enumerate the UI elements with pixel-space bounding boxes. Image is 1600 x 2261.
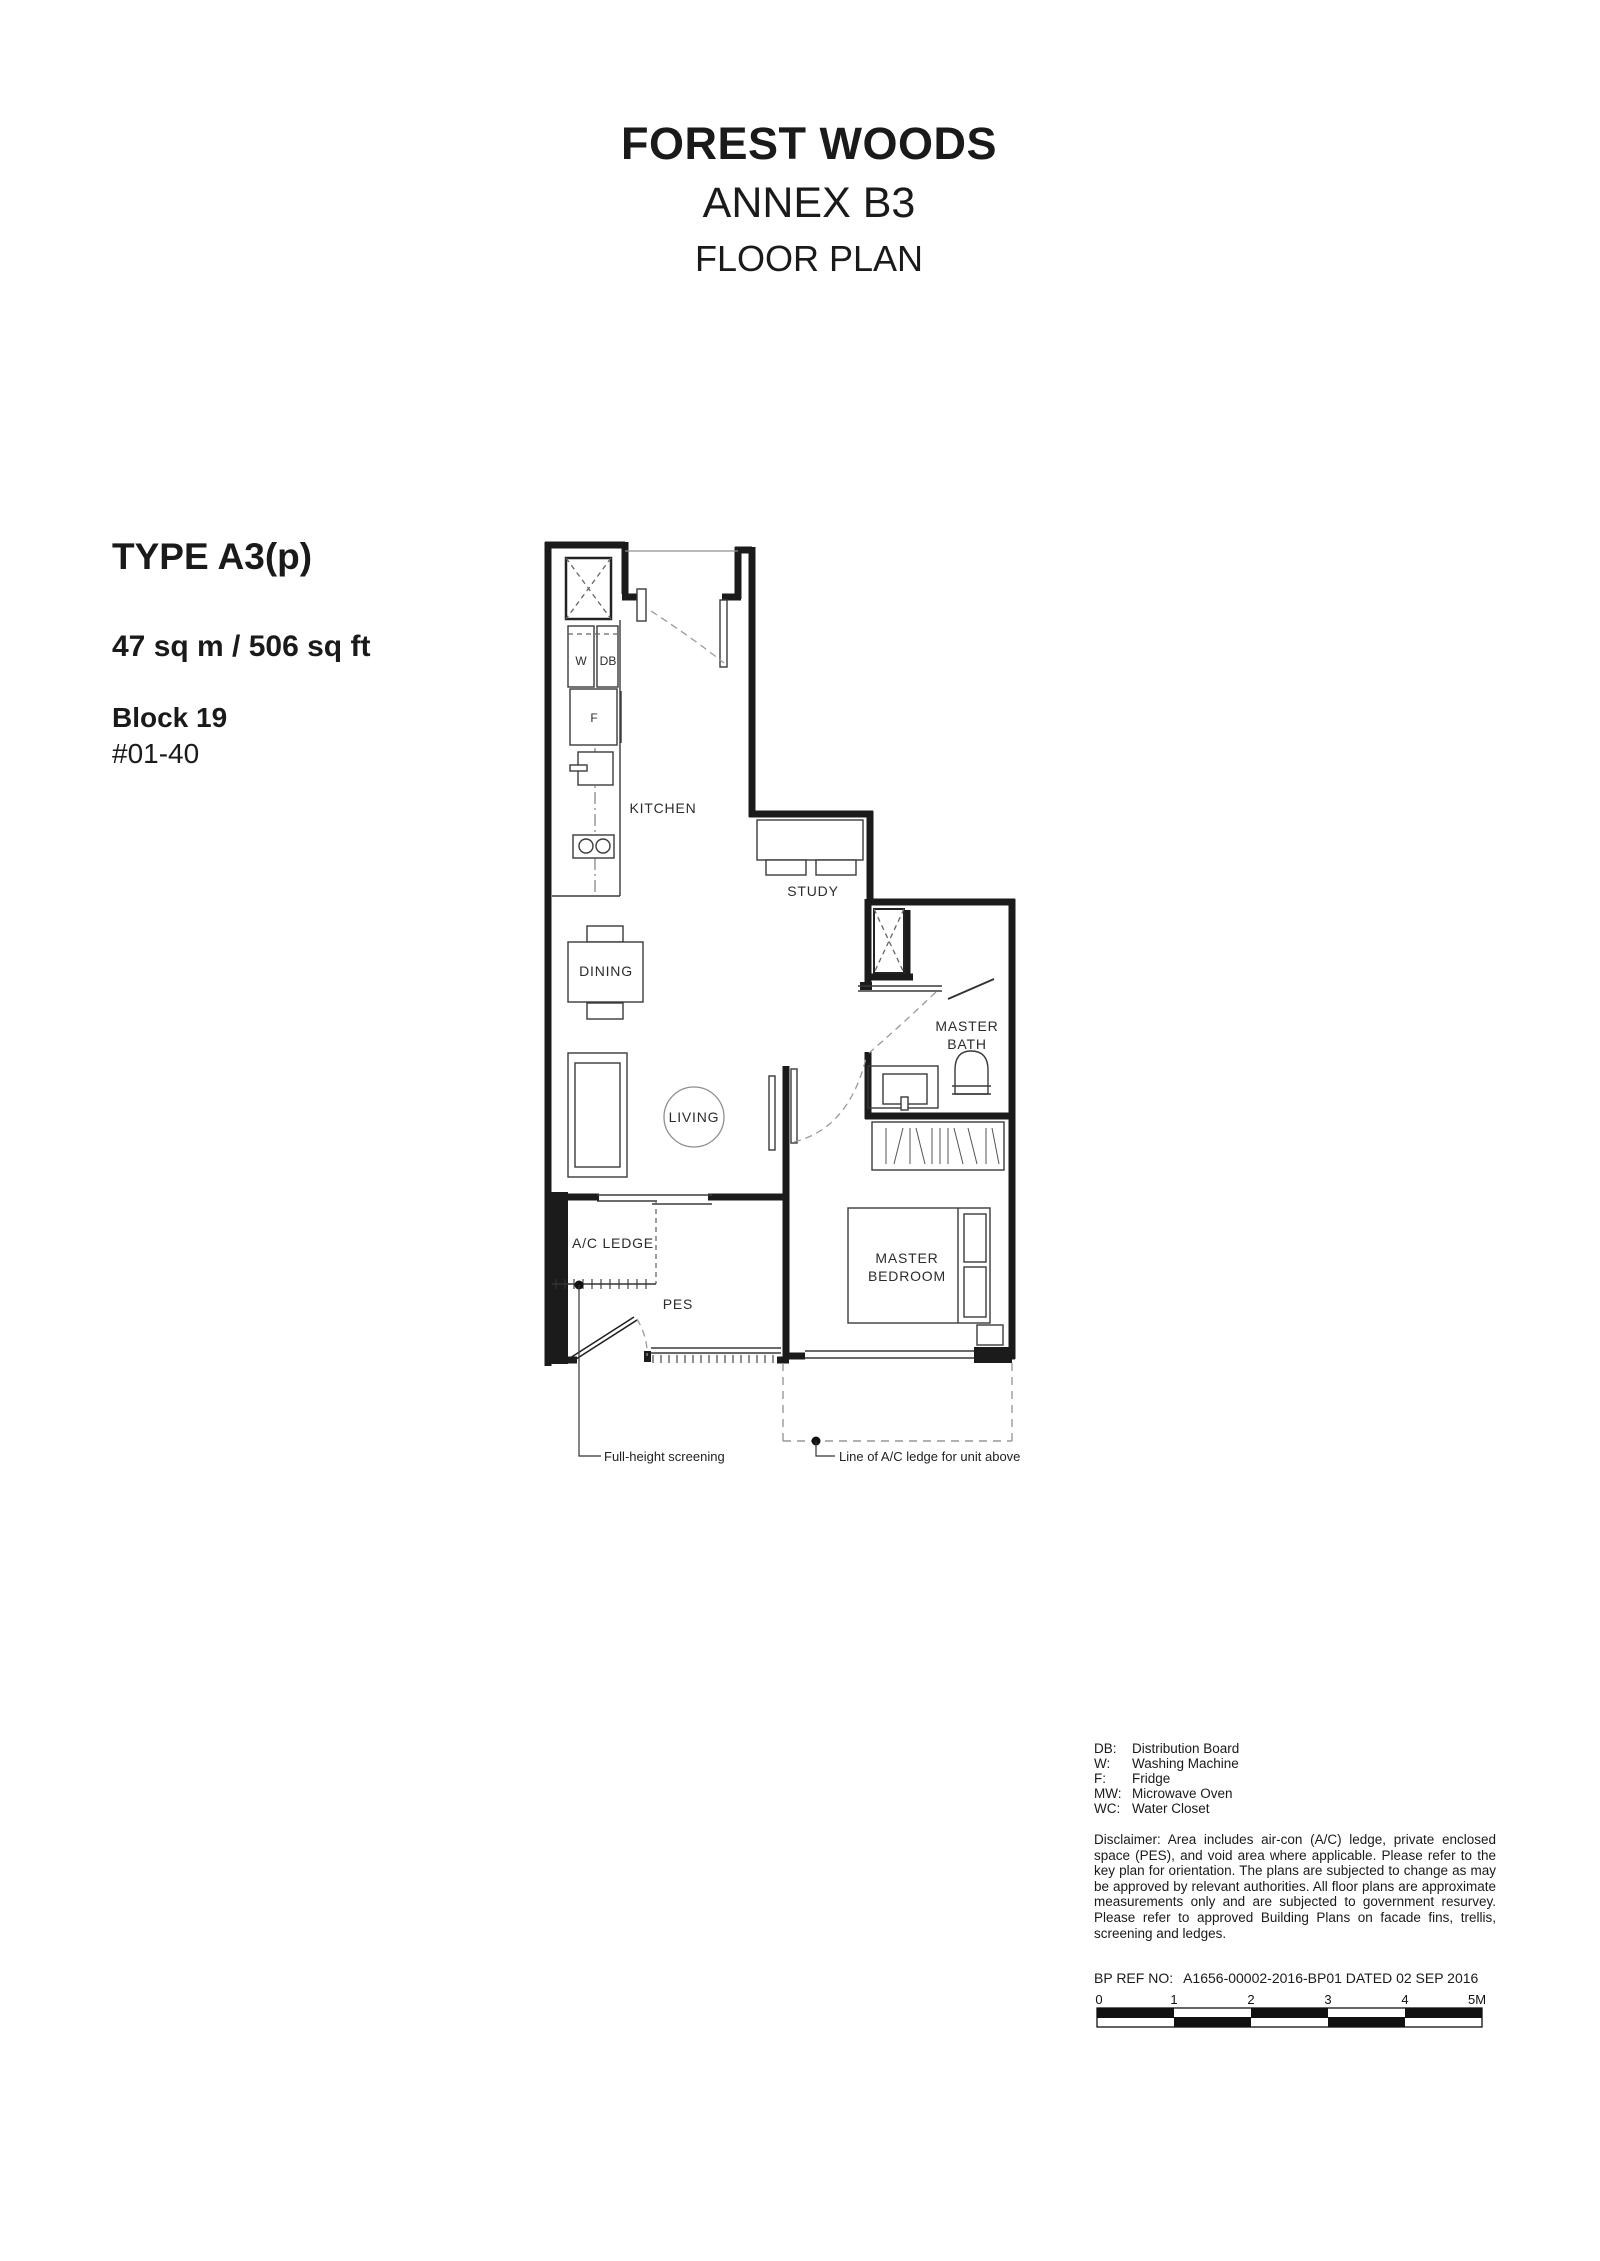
unit-area: 47 sq m / 506 sq ft: [112, 630, 371, 663]
legend-abbr: W:: [1094, 1756, 1111, 1771]
shaft-box-entry: [566, 558, 611, 619]
room-label-master-bath-2: BATH: [947, 1036, 987, 1052]
scale-tick: 5M: [1467, 1992, 1487, 2007]
pillow: [964, 1267, 986, 1317]
pillow: [964, 1214, 986, 1262]
legend-label: Washing Machine: [1132, 1756, 1239, 1771]
bath-door-arc: [869, 992, 936, 1053]
legend-abbr: MW:: [1094, 1786, 1122, 1801]
plan-title: FLOOR PLAN: [694, 238, 924, 279]
fixture-label-fridge: F: [590, 711, 598, 725]
unit-type-label: TYPE A3(p): [112, 536, 313, 577]
ac-ledge-above-outline: [783, 1363, 1012, 1441]
bp-ref: [1094, 1970, 1478, 1986]
scale-tick: 1: [1170, 1992, 1178, 2007]
scale-bar: [1095, 1992, 1486, 2027]
scale-tick: 4: [1401, 1992, 1409, 2007]
room-label-ac-ledge: A/C LEDGE: [572, 1235, 654, 1251]
room-label-master-bedroom-2: BEDROOM: [868, 1268, 946, 1284]
sink: [570, 752, 613, 785]
bedside-table: [977, 1325, 1003, 1345]
bp-ref-value: A1656-00002-2016-BP01 DATED 02 SEP 2016: [1183, 1970, 1479, 1986]
scale-tick: 2: [1247, 1992, 1255, 2007]
pes-threshold: [644, 1351, 651, 1362]
door-swing-arc: [651, 611, 724, 663]
annotation-full-height-screening: [575, 1281, 725, 1465]
bp-ref-label: BP REF NO:: [1094, 1970, 1174, 1986]
study-chair: [766, 860, 806, 875]
room-label-pes: PES: [662, 1296, 694, 1312]
wall-lower-left: [548, 1192, 568, 1364]
wardrobe: [872, 1122, 1004, 1170]
wall-corner-block: [974, 1347, 1012, 1363]
legend-item: [1094, 1741, 1239, 1756]
legend-label: Water Closet: [1132, 1801, 1210, 1816]
legend-abbr: DB:: [1094, 1741, 1117, 1756]
door-leaf: [720, 600, 727, 667]
pes-gate: [570, 1317, 647, 1361]
legend-item: [1094, 1801, 1239, 1816]
scale-tick: 0: [1095, 1992, 1103, 2007]
bedroom-window: [805, 1351, 974, 1358]
pes-screening: [651, 1348, 781, 1363]
toilet: [952, 1051, 991, 1094]
legend-abbr: WC:: [1094, 1801, 1121, 1816]
unit-number: #01-40: [112, 738, 200, 769]
annotation-label: Line of A/C ledge for unit above: [839, 1449, 1021, 1464]
hob: [573, 835, 614, 858]
legend-item: [1094, 1786, 1239, 1801]
legend-item: [1094, 1771, 1239, 1786]
shaft-box-bath: [874, 909, 904, 973]
bath-vanity: [868, 1066, 938, 1110]
study-desk: [757, 820, 863, 875]
entrance-door: [637, 589, 727, 667]
fixture-label-db: DB: [599, 654, 617, 668]
room-label-living: LIVING: [668, 1109, 720, 1125]
project-title: FOREST WOODS: [621, 118, 997, 169]
legend-label: Fridge: [1132, 1771, 1171, 1786]
door-jamb: [637, 589, 646, 621]
annotation-label: Full-height screening: [604, 1449, 725, 1464]
room-label-dining: DINING: [579, 963, 633, 979]
legend-abbr: F:: [1094, 1771, 1106, 1786]
room-label-study: STUDY: [787, 883, 839, 899]
dining-chair: [587, 926, 623, 942]
legend-label: Microwave Oven: [1132, 1786, 1233, 1801]
legend-item: [1094, 1756, 1239, 1771]
room-label-kitchen: KITCHEN: [629, 800, 697, 816]
unit-block: Block 19: [112, 702, 228, 733]
room-label-master-bedroom-1: MASTER: [875, 1250, 939, 1266]
bedroom-door-arc: [794, 1058, 866, 1142]
scale-tick: 3: [1324, 1992, 1332, 2007]
annex-title: ANNEX B3: [702, 179, 916, 227]
sofa: [568, 1053, 627, 1177]
fixture-label-washer: W: [575, 654, 587, 668]
legend-label: Distribution Board: [1132, 1741, 1240, 1756]
legend: [1094, 1741, 1239, 1816]
pes-sliding-window: [597, 1195, 712, 1204]
dining-chair: [587, 1003, 623, 1019]
study-chair: [816, 860, 856, 875]
room-label-master-bath-1: MASTER: [935, 1018, 999, 1034]
disclaimer-text: Disclaimer: Area includes air-con (A/C) ledge, private enclosed space (PES), and void area where applicable. Please refer to the key plan for orientation. The plans are subjected to change as may be approved by relevant authorities. All floor plans are approximate measurements only and are subjected to government resurvey. Please refer to approved Building Plans on facade fins, trellis, screening and ledges.: [1094, 1832, 1496, 1941]
